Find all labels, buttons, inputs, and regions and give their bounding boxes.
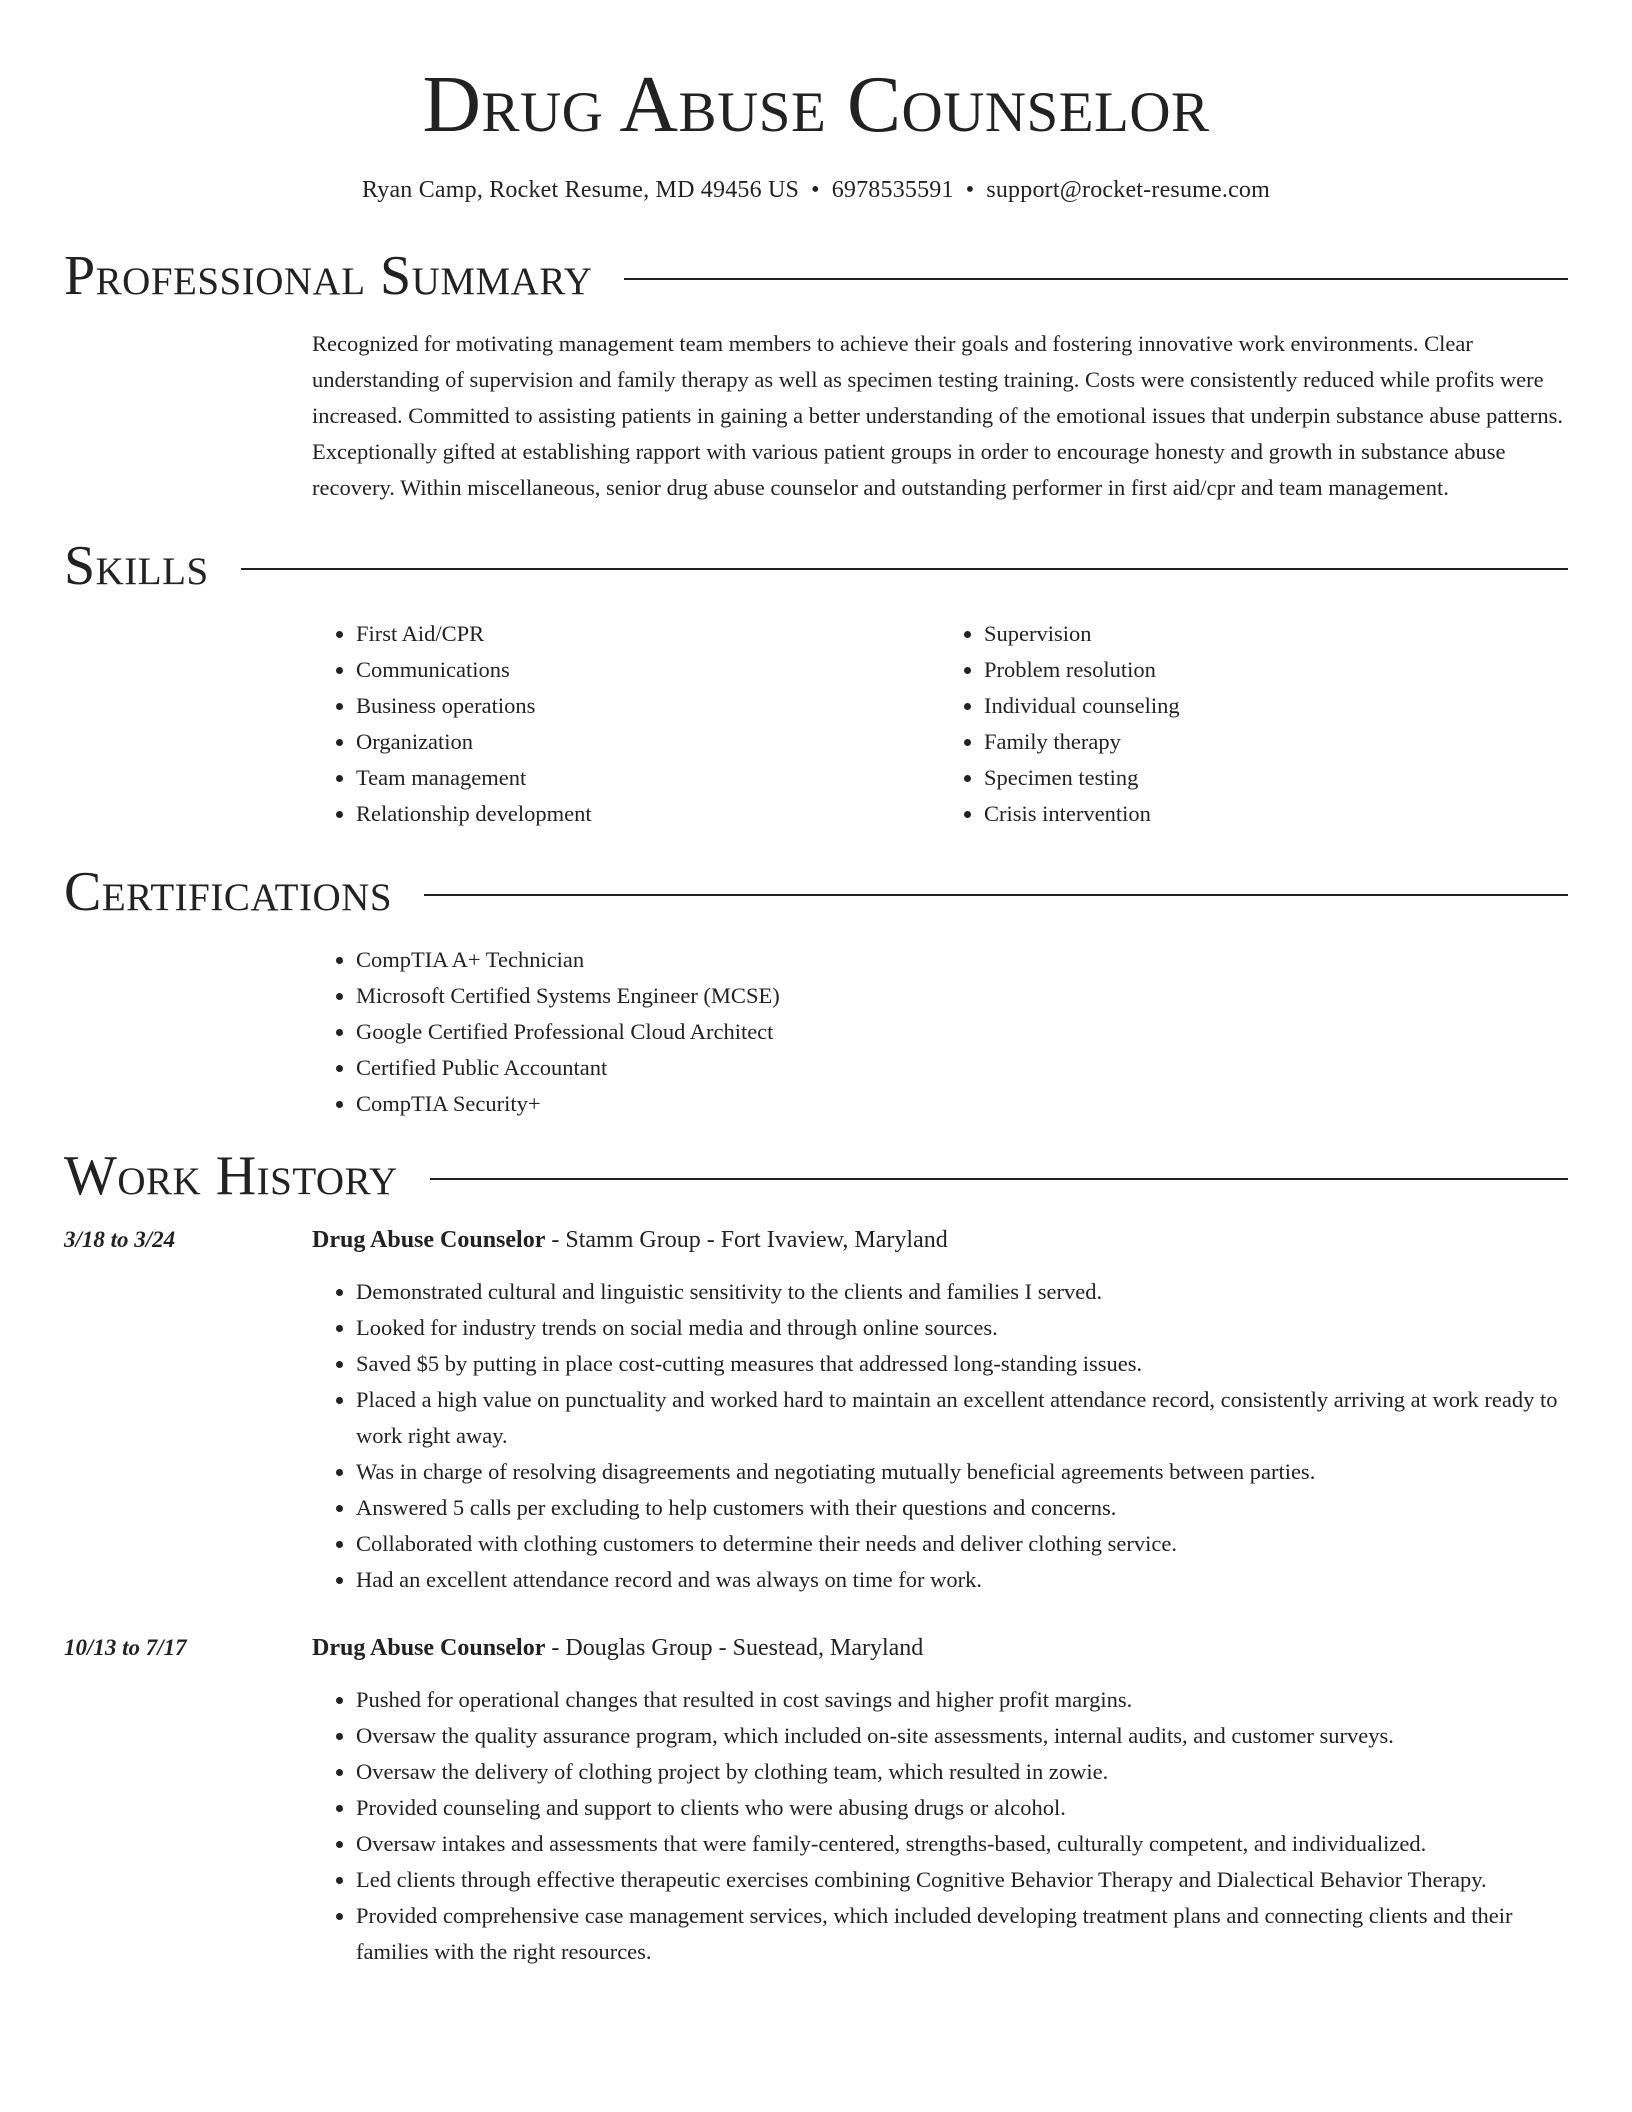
certifications-block <box>312 942 1568 1122</box>
job-company-location: - Douglas Group - Suestead, Maryland <box>551 1635 924 1661</box>
list-item: • Led clients through effective therapeutic exercises combining Cognitive Behavior Therapy and Dialectical Behavior Therapy. <box>356 1862 1568 1898</box>
list-item: • Specimen testing <box>984 760 1568 796</box>
work-section-header <box>64 1145 1568 1207</box>
list-item: • Placed a high value on punctuality and worked hard to maintain an excellent attendance record, consistently arriving at work ready to work right away. <box>356 1382 1568 1454</box>
list-item: • Collaborated with clothing customers to determine their needs and deliver clothing service. <box>356 1526 1568 1562</box>
list-item: • Oversaw the delivery of clothing project by clothing team, which resulted in zowie. <box>356 1754 1568 1790</box>
list-item: • CompTIA A+ Technician <box>356 942 1568 978</box>
skills-grid <box>312 616 1568 832</box>
job-title: Drug Abuse Counselor <box>312 1227 546 1253</box>
work-heading: Work History <box>64 1145 398 1207</box>
job-details <box>312 1630 1568 1970</box>
skills-list-right <box>940 616 1568 832</box>
list-item: • First Aid/CPR <box>356 616 940 652</box>
list-item: • Oversaw intakes and assessments that were family-centered, strengths-based, culturally competent, and individualized. <box>356 1826 1568 1862</box>
summary-section-header <box>64 245 1568 307</box>
summary-text: Recognized for motivating management team members to achieve their goals and fostering innovative work environments. Clear understanding of supervision and family therapy as well as specimen testing training. Costs were consistently reduced while profits were increased. Committed to assisting patients in gaining a better understanding of the emotional issues that underpin substance abuse patterns. Exceptionally gifted at establishing rapport with various patient groups in order to encourage honesty and growth in substance abuse recovery. Within miscellaneous, senior drug abuse counselor and outstanding performer in first aid/cpr and team management. <box>312 331 1563 500</box>
list-item: • Individual counseling <box>984 688 1568 724</box>
list-item: • Demonstrated cultural and linguistic sensitivity to the clients and families I served. <box>356 1274 1568 1310</box>
list-item: • Pushed for operational changes that resulted in cost savings and higher profit margins. <box>356 1682 1568 1718</box>
skills-list-left <box>312 616 940 832</box>
contact-line <box>64 177 1568 204</box>
list-item: • Oversaw the quality assurance program, which included on-site assessments, internal audits, and customer surveys. <box>356 1718 1568 1754</box>
job-dates: 3/18 to 3/24 <box>64 1227 176 1252</box>
contact-separator: • <box>965 177 975 203</box>
certifications-section-header <box>64 861 1568 923</box>
list-item: • Team management <box>356 760 940 796</box>
job-entry <box>64 1630 1568 1970</box>
summary-heading: Professional Summary <box>64 245 593 307</box>
list-item: • Organization <box>356 724 940 760</box>
list-item: • Supervision <box>984 616 1568 652</box>
list-item: • Looked for industry trends on social media and through online sources. <box>356 1310 1568 1346</box>
list-item: • Had an excellent attendance record and was always on time for work. <box>356 1562 1568 1598</box>
list-item: • Provided counseling and support to clients who were abusing drugs or alcohol. <box>356 1790 1568 1826</box>
certifications-heading: Certifications <box>64 861 393 923</box>
job-entry <box>64 1222 1568 1598</box>
job-company-location: - Stamm Group - Fort Ivaview, Maryland <box>551 1227 948 1253</box>
section-divider <box>624 278 1568 280</box>
list-item: • Answered 5 calls per excluding to help customers with their questions and concerns. <box>356 1490 1568 1526</box>
list-item: • CompTIA Security+ <box>356 1086 1568 1122</box>
job-bullets <box>312 1274 1568 1598</box>
list-item: • Problem resolution <box>984 652 1568 688</box>
list-item: • Saved $5 by putting in place cost-cutting measures that addressed long-standing issues. <box>356 1346 1568 1382</box>
candidate-name: Drug Abuse Counselor <box>422 59 1210 149</box>
contact-phone: 6978535591 <box>831 177 954 203</box>
contact-address: Ryan Camp, Rocket Resume, MD 49456 US <box>362 177 800 203</box>
certifications-list <box>312 942 1568 1122</box>
section-divider <box>430 1178 1568 1180</box>
section-divider <box>424 894 1568 896</box>
job-details <box>312 1222 1568 1598</box>
skills-section-header <box>64 535 1568 597</box>
list-item: • Provided comprehensive case management services, which included developing treatment plans and connecting clients and their families with the right resources. <box>356 1898 1568 1970</box>
section-divider <box>241 568 1568 570</box>
list-item: • Was in charge of resolving disagreements and negotiating mutually beneficial agreements between parties. <box>356 1454 1568 1490</box>
contact-separator: • <box>811 177 820 203</box>
list-item: • Google Certified Professional Cloud Architect <box>356 1014 1568 1050</box>
job-dates: 10/13 to 7/17 <box>64 1635 187 1660</box>
list-item: • Microsoft Certified Systems Engineer (MCSE) <box>356 978 1568 1014</box>
job-bullets <box>312 1682 1568 1970</box>
list-item: • Business operations <box>356 688 940 724</box>
contact-email: support@rocket-resume.com <box>986 177 1270 203</box>
work-history-list <box>64 1222 1568 1970</box>
list-item: • Certified Public Accountant <box>356 1050 1568 1086</box>
list-item: • Crisis intervention <box>984 796 1568 832</box>
list-item: • Family therapy <box>984 724 1568 760</box>
job-title: Drug Abuse Counselor <box>312 1635 546 1661</box>
skills-heading: Skills <box>64 535 209 597</box>
list-item: • Relationship development <box>356 796 940 832</box>
job-title-line <box>312 1630 1568 1666</box>
list-item: • Communications <box>356 652 940 688</box>
job-title-line <box>312 1222 1568 1258</box>
